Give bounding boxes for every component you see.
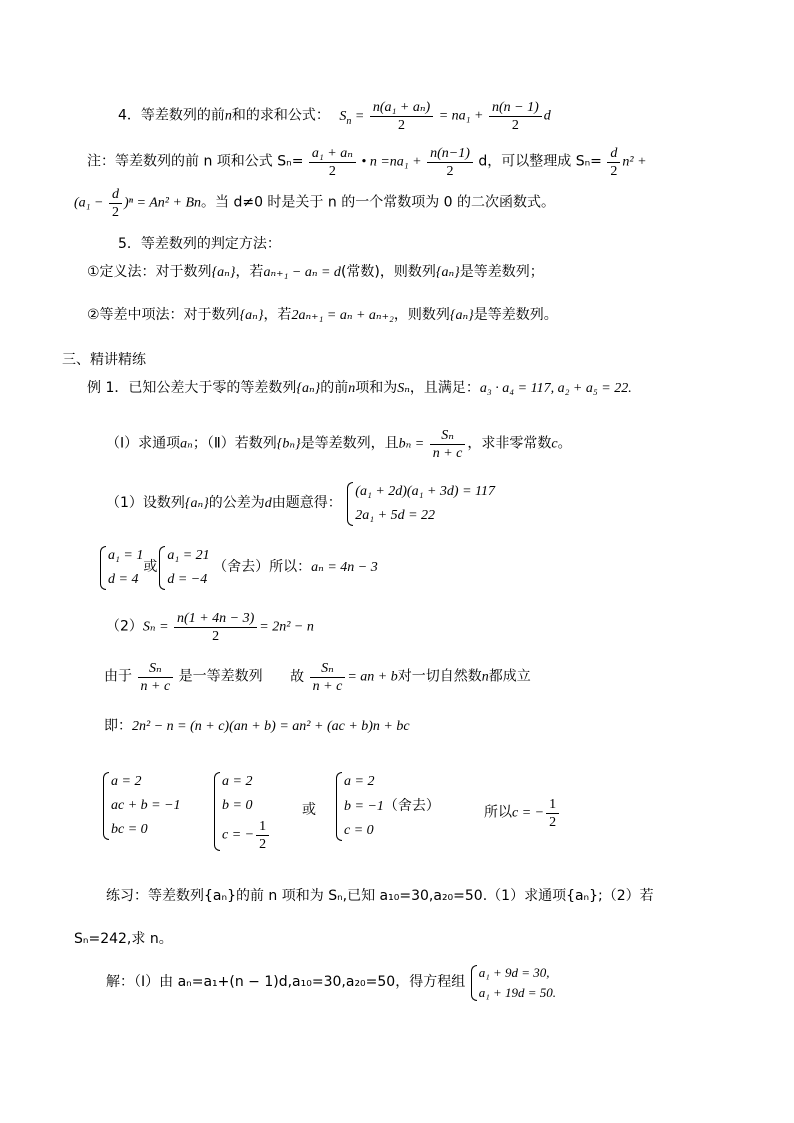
sysD: a = 2 b = 0 c = − $\frac{1}{2}$ [212, 770, 271, 853]
sol1-an-eq: aₙ = 4n − 3 [311, 560, 378, 576]
hence-rhs: = an + b [347, 669, 398, 685]
sol1-sysA: a₁ = 1 d = 4 [98, 544, 143, 592]
sysC: a = 2 ac + b = −1 bc = 0 [101, 770, 181, 842]
sec5-m2-seq: {aₙ} [239, 308, 264, 323]
ex1-q2: ；（Ⅱ）若数列 [192, 435, 277, 452]
sol2-lhs: Sₙ = [142, 619, 169, 635]
ex1-statement [87, 378, 632, 399]
ex1-sn: Sₙ [397, 381, 410, 396]
sol1-or: 或 [143, 559, 158, 576]
sec5-title: 5．等差数列的判定方法： [118, 236, 281, 252]
ex1-bn-frac: $\frac{\text{Sₙ}}{n + c}$ [430, 427, 466, 462]
sec5-m1-post: (常数)，则数列 [340, 264, 436, 280]
ex1-q3: 是等差数列，且 [300, 435, 399, 452]
note-line2 [74, 186, 555, 221]
ie-eq: 2n² − n = (n + c)(an + b) = an² + (ac + b)n + bc [132, 719, 410, 734]
ex1-q4: ，求非零常数 [467, 435, 552, 452]
sec5-m2-label: ②等差中项法：对于数列 [87, 307, 240, 323]
ex1-q1: （Ⅰ）求通项 [106, 435, 181, 452]
ex1-seq: {aₙ} [296, 381, 321, 396]
sec5-method1 [87, 262, 544, 283]
sec4-formula-tail: d [543, 108, 551, 124]
sys-or2: 或 [302, 802, 316, 818]
since-mid: 是一等差数列 [178, 668, 263, 685]
note-mid2: d，可以整理成 Sₙ= [478, 153, 602, 170]
sysE-discard: （舍去） [383, 798, 440, 814]
sol1-pre: （1）设数列 [106, 495, 185, 512]
ex1-an: aₙ [180, 436, 193, 452]
note-frac3: $\frac{d}{2}$ [607, 145, 620, 180]
sec5-m2-mid: ，若 [263, 307, 292, 323]
ex1-cond: a₃ · a₄ = 117, a₂ + a₅ = 22. [479, 381, 632, 396]
sol1-d: d [264, 496, 272, 512]
note-mid: • n =na₁ + [361, 154, 422, 170]
note-line2-pre: (a₁ − [74, 195, 104, 211]
sec4-frac2: $\frac{n(n - 1)}{2}$ [489, 99, 542, 134]
so-half: $\frac{1}{2}$ [546, 796, 559, 831]
practice-system: a₁ + 9d = 30, a₁ + 19d = 50. [469, 963, 556, 1003]
sec4-frac1: $\frac{\text{n(a₁ + aₙ)}}{2}$ [370, 99, 433, 134]
sysE-wrap [334, 770, 440, 843]
sol1-mid: 的公差为 [208, 495, 265, 512]
sec5-m2-eq: 2aₙ₊₁ = aₙ + aₙ₊₂ [291, 308, 394, 323]
sec5-m1-eq: aₙ₊₁ − aₙ = d [263, 265, 341, 280]
hence-label: 故 [290, 668, 305, 685]
ex1-bn: bₙ = [398, 436, 425, 452]
sol1-discard: （舍去）所以： [213, 559, 312, 576]
practice-line2 [74, 929, 173, 950]
sol1-sysB: a₁ = 21 d = −4 [157, 544, 209, 592]
ex1-mid: 的前 [320, 380, 349, 396]
sec5-m1-seq: {aₙ} [211, 265, 236, 280]
practice-text1: 练习：等差数列{aₙ}的前 n 项和为 Sₙ,已知 a₁₀=30,a₂₀=50.（1）求通项{aₙ};（2）若 [106, 888, 654, 904]
so-line [484, 796, 561, 831]
sol2-rhs: = 2n² − n [259, 619, 314, 635]
ex1-bseq: {bₙ} [276, 436, 301, 452]
so-label: 所以 [484, 804, 512, 821]
sec4-label2: 和的求和公式： [231, 107, 330, 124]
note-frac2: $\frac{n(n-1)}{2}$ [427, 145, 473, 180]
sysD-half: $\frac{1}{2}$ [256, 818, 269, 853]
hence-n: n [481, 669, 489, 685]
sec4-formula-mid: = na₁ + [438, 108, 484, 124]
sec5-m1-label: ①定义法：对于数列 [87, 264, 212, 280]
sol2-frac: $\frac{n(1 + 4n - 3)}{2}$ [174, 610, 257, 645]
sec5-m1-seq2: {aₙ} [435, 265, 460, 280]
practice-line1 [106, 886, 654, 907]
ex1-n: n [348, 381, 356, 396]
hence-post: 对一切自然数 [397, 668, 482, 685]
sol2-pre: （2） [106, 618, 143, 635]
sol1-result [98, 544, 378, 592]
ie-line [104, 716, 410, 737]
sec5-m1-mid: ，若 [235, 264, 264, 280]
hence-frac: $\frac{\text{Sₙ}}{n + c}$ [310, 660, 346, 695]
sec4-line [118, 99, 551, 134]
ex1-q5: 。 [557, 435, 572, 452]
note-frac1: $\frac{\text{a₁ + aₙ}}{2}$ [309, 145, 356, 180]
sol2-line [106, 610, 314, 645]
note-line2-text: 。当 d≠0 时是关于 n 的一个常数项为 0 的二次函数式。 [201, 194, 556, 211]
practice-answer [106, 963, 556, 1003]
sec5-m2-post: ，则数列 [393, 307, 450, 323]
ex1-c: c [551, 436, 558, 452]
ex1-label: 例 1．已知公差大于零的等差数列 [87, 380, 297, 396]
sec5-m2-seq2: {aₙ} [449, 308, 474, 323]
sol1-line [106, 480, 495, 528]
sysD-wrap [212, 770, 271, 853]
practice-ans-pre: 解：（Ⅰ）由 aₙ=a₁+(n − 1)d,a₁₀=30,a₂₀=50，得方程组 [106, 974, 466, 991]
sec3-title: 三、精讲精练 [62, 352, 146, 368]
since-line [104, 660, 531, 695]
hence-end: 都成立 [488, 668, 531, 685]
ie-pre: 即： [104, 718, 132, 734]
sol1-seq: {aₙ} [184, 496, 209, 512]
sec4-label: 4．等差数列的前 [118, 107, 225, 124]
sec4-n: n [224, 108, 232, 124]
practice-text2: Sₙ=242,求 n。 [74, 931, 173, 947]
note-prefix: 注：等差数列的前 n 项和公式 Sₙ= [87, 153, 304, 170]
sec5-m1-end: 是等差数列； [459, 264, 544, 280]
note-line1 [87, 145, 647, 180]
ex1-mid2: 项和为 [355, 380, 398, 396]
sol1-system: (a₁ + 2d)(a₁ + 3d) = 117 2a₁ + 5d = 22 [345, 480, 495, 528]
sol1-post: 由题意得： [271, 495, 342, 512]
note-line2-post: )ⁿ = An² + Bn [123, 195, 201, 211]
sec5-m2-end: 是等差数列。 [473, 307, 558, 323]
sysE: a = 2 b = −1（舍去） c = 0 [334, 770, 440, 843]
since-frac: $\frac{\text{Sₙ}}{n + c}$ [138, 660, 174, 695]
ex1-mid3: ，且满足： [409, 380, 480, 396]
since-label: 由于 [104, 668, 132, 685]
sec4-formula-lhs: $S_n$ = [339, 108, 365, 127]
note-frac4: $\frac{d}{2}$ [109, 186, 122, 221]
systems-row [101, 770, 181, 842]
sec5-method2 [87, 305, 558, 326]
note-tail: n² + [622, 154, 647, 170]
so-eq: c = − [512, 805, 545, 821]
ex1-questions [106, 427, 572, 462]
